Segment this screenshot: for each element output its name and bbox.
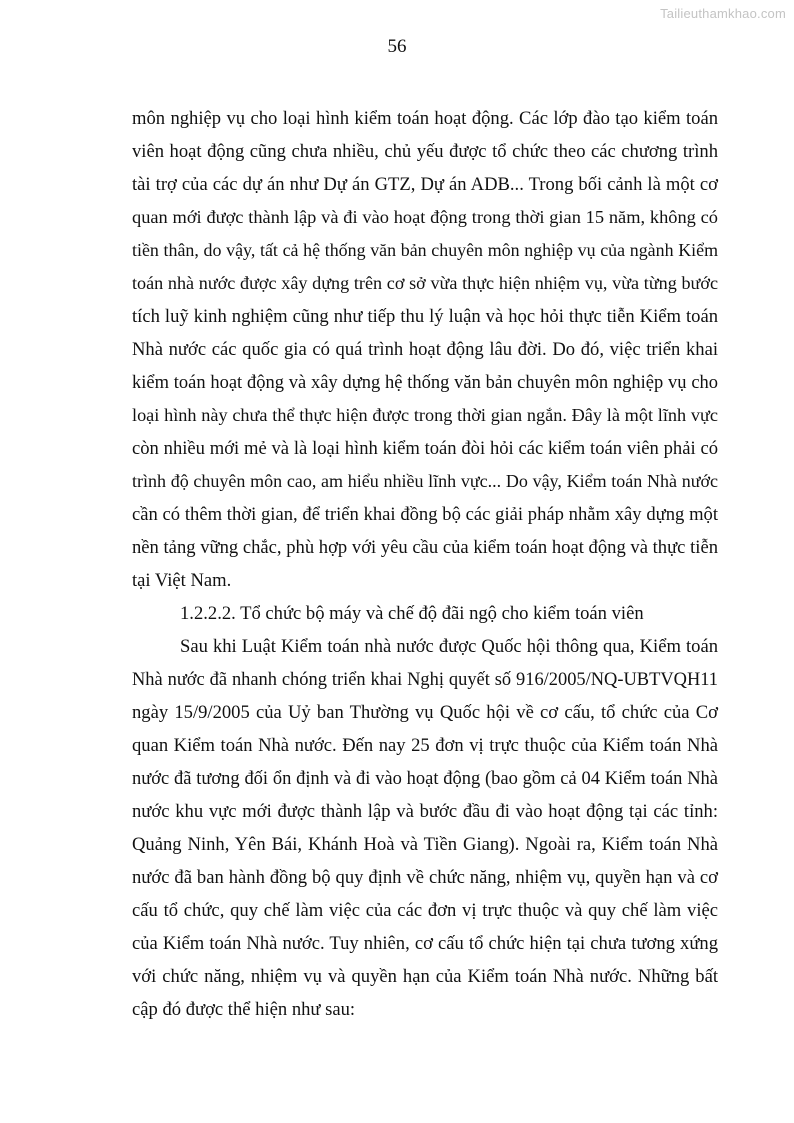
text-line: kiểm toán hoạt động và xây dựng hệ thống văn bản chuyên môn nghiệp vụ cho (132, 372, 718, 392)
page-number: 56 (387, 36, 407, 57)
text-line: ngày 15/9/2005 của Uỷ ban Thường vụ Quốc hội về cơ cấu, tổ chức của Cơ (132, 702, 718, 723)
text-line: nước đã tương đối ổn định và đi vào hoạt động (bao gồm cả 04 Kiểm toán Nhà (132, 768, 718, 788)
text-line: tích luỹ kinh nghiệm cũng như tiếp thu lý luận và học hỏi thực tiễn Kiểm toán (132, 306, 718, 327)
text-line: tiền thân, do vậy, tất cả hệ thống văn bản chuyên môn nghiệp vụ của ngành Kiểm (132, 240, 718, 260)
text-line: tài trợ của các dự án như Dự án GTZ, Dự án ADB... Trong bối cảnh là một cơ (132, 174, 718, 195)
text-line: môn nghiệp vụ cho loại hình kiểm toán hoạt động. Các lớp đào tạo kiểm toán (132, 108, 718, 129)
paragraph-2 (132, 630, 718, 1026)
text-line: Sau khi Luật Kiểm toán nhà nước được Quốc hội thông qua, Kiểm toán (180, 636, 718, 657)
watermark: Tailieuthamkhao.com (660, 6, 786, 21)
text-line: nước khu vực mới được thành lập và bước đầu đi vào hoạt động tại các tỉnh: (132, 801, 718, 822)
text-line: Nhà nước đã nhanh chóng triển khai Nghị quyết số 916/2005/NQ-UBTVQH11 (132, 669, 718, 689)
text-line: cấu tổ chức, quy chế làm việc của các đơn vị trực thuộc và quy chế làm việc (132, 900, 718, 921)
text-line: quan Kiểm toán Nhà nước. Đến nay 25 đơn vị trực thuộc của Kiểm toán Nhà (132, 735, 718, 756)
paragraph-1 (132, 102, 718, 597)
text-line: cần có thêm thời gian, để triển khai đồng bộ các giải pháp nhằm xây dựng một (132, 504, 718, 525)
text-line: viên hoạt động cũng chưa nhiều, chủ yếu được tổ chức theo các chương trình (132, 141, 718, 162)
text-line: tại Việt Nam. (132, 570, 232, 591)
text-line: quan mới được thành lập và đi vào hoạt động trong thời gian 15 năm, không có (132, 207, 718, 227)
text-line: nền tảng vững chắc, phù hợp với yêu cầu của kiểm toán hoạt động và thực tiễn (132, 537, 718, 558)
text-line: còn nhiều mới mẻ và là loại hình kiểm toán đòi hỏi các kiểm toán viên phải có (132, 438, 718, 459)
text-line: Quảng Ninh, Yên Bái, Khánh Hoà và Tiền Giang). Ngoài ra, Kiểm toán Nhà (132, 834, 718, 855)
text-line: trình độ chuyên môn cao, am hiểu nhiều lĩnh vực... Do vậy, Kiểm toán Nhà nước (132, 471, 718, 491)
text-line: toán nhà nước được xây dựng trên cơ sở vừa thực hiện nhiệm vụ, vừa từng bước (132, 273, 718, 293)
text-line: loại hình này chưa thể thực hiện được trong thời gian ngắn. Đây là một lĩnh vực (132, 405, 718, 425)
text-line: cập đó được thể hiện như sau: (132, 999, 356, 1020)
section-heading-text: 1.2.2.2. Tổ chức bộ máy và chế độ đãi ngộ cho kiểm toán viên (180, 603, 644, 624)
section-heading (132, 597, 718, 630)
document-body (132, 102, 718, 1026)
text-line: nước đã ban hành đồng bộ quy định về chức năng, nhiệm vụ, quyền hạn và cơ (132, 867, 718, 888)
text-line: của Kiểm toán Nhà nước. Tuy nhiên, cơ cấu tổ chức hiện tại chưa tương xứng (132, 933, 718, 954)
text-line: với chức năng, nhiệm vụ và quyền hạn của Kiểm toán Nhà nước. Những bất (132, 966, 718, 987)
text-line: Nhà nước các quốc gia có quá trình hoạt động lâu đời. Do đó, việc triển khai (132, 339, 718, 360)
